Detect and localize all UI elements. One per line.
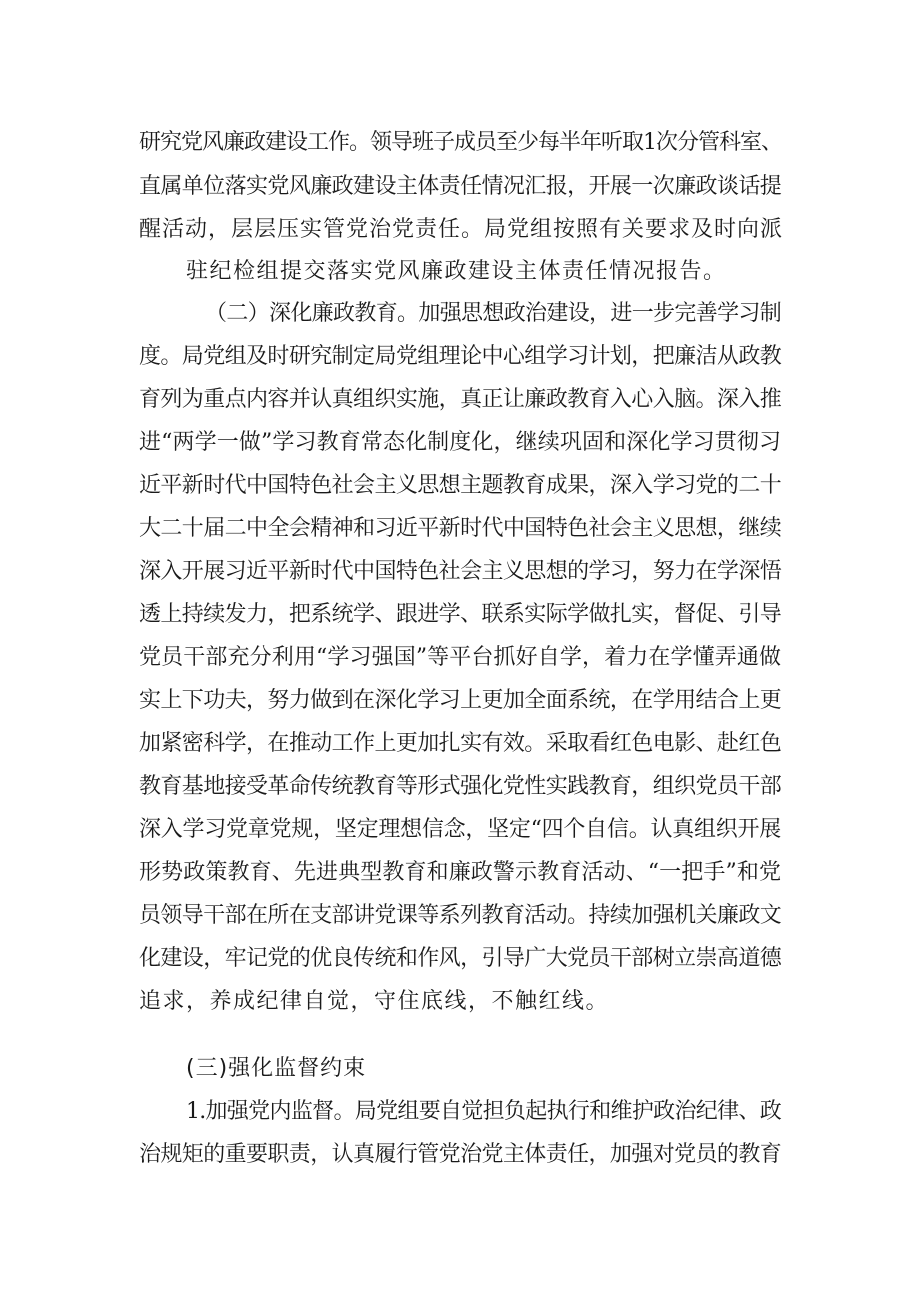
text-line-3: 醒活动，层层压实管党治党责任。局党组按照有关要求及时向派 bbox=[139, 217, 784, 242]
text-line-23: 1.加强党内监督。局党组要自觉担负起执行和维护政治纪律、政 bbox=[186, 1099, 781, 1124]
section-3-heading: (三)强化监督约束 bbox=[186, 1056, 367, 1081]
text-line-17: 深入学习党章党规，坚定理想信念，坚定“四个自信。认真组织开展 bbox=[139, 817, 781, 842]
text-line-15: 加紧密科学，在推动工作上更加扎实有效。采取看红色电影、赴红色 bbox=[139, 731, 781, 756]
text-line-4: 驻纪检组提交落实党风廉政建设主体责任情况报告。 bbox=[186, 259, 727, 284]
text-line-6: 度。局党组及时研究制定局党组理论中心组学习计划，把廉洁从政教 bbox=[139, 344, 781, 369]
text-line-9: 近平新时代中国特色社会主义思想主题教育成果，深入学习党的二十 bbox=[139, 473, 781, 498]
text-line-10: 大二十届二中全会精神和习近平新时代中国特色社会主义思想，继续 bbox=[139, 516, 781, 541]
text-line-18: 形势政策教育、先进典型教育和廉政警示教育活动、“一把手”和党 bbox=[139, 860, 781, 885]
text-line-19: 员领导干部在所在支部讲党课等系列教育活动。持续加强机关廉政文 bbox=[139, 903, 781, 928]
text-line-13: 党员干部充分利用“学习强国”等平台抓好自学，着力在学懂弄通做 bbox=[139, 645, 781, 670]
text-line-11: 深入开展习近平新时代中国特色社会主义思想的学习，努力在学深悟 bbox=[139, 559, 781, 584]
text-line-14: 实上下功夫，努力做到在深化学习上更加全面系统，在学用结合上更 bbox=[139, 688, 781, 713]
text-line-12: 透上持续发力，把系统学、跟进学、联系实际学做扎实，督促、引导 bbox=[139, 602, 781, 627]
text-line-24: 治规矩的重要职责，认真履行管党治党主体责任，加强对党员的教育 bbox=[139, 1142, 781, 1167]
text-line-8: 进“两学一做”学习教育常态化制度化，继续巩固和深化学习贯彻习 bbox=[139, 430, 781, 455]
text-line-21: 追求，养成纪律自觉，守住底线，不触红线。 bbox=[139, 989, 610, 1014]
text-line-20: 化建设，牢记党的优良传统和作风，引导广大党员干部树立崇高道德 bbox=[139, 946, 781, 971]
text-line-2: 直属单位落实党风廉政建设主体责任情况汇报，开展一次廉政谈话提 bbox=[139, 174, 781, 199]
section-2-heading-line: （二）深化廉政教育。加强思想政治建设，进一步完善学习制 bbox=[205, 301, 781, 326]
text-line-7: 育列为重点内容并认真组织实施，真正让廉政教育入心入脑。深入推 bbox=[139, 387, 781, 412]
text-line-16: 教育基地接受革命传统教育等形式强化党性实践教育，组织党员干部 bbox=[139, 774, 781, 799]
text-line-1: 研究党风廉政建设工作。领导班子成员至少每半年听取1次分管科室、 bbox=[139, 130, 782, 155]
